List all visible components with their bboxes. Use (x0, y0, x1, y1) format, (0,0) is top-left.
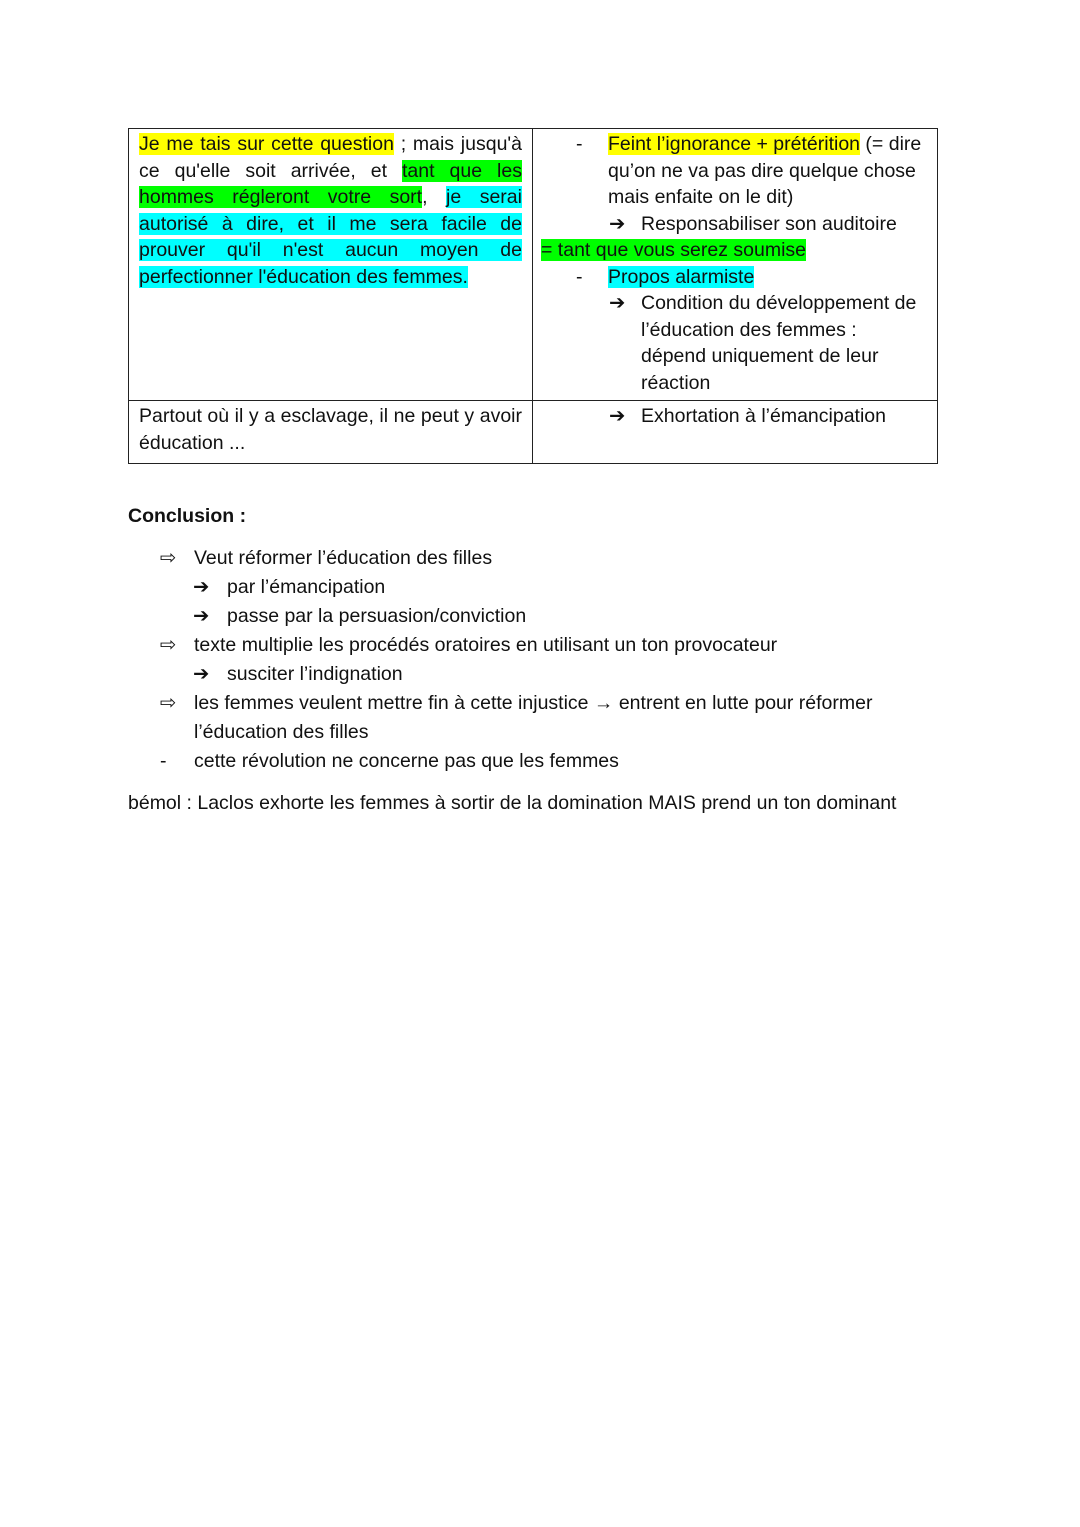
arrow-icon: ➔ (193, 576, 210, 598)
list-item-text: texte multiplie les procédés oratoires en utilisant un ton provocateur (194, 634, 778, 656)
highlight-yellow: Feint l’ignorance + prétérition (608, 133, 861, 155)
quote-text: Partout où il y a esclavage, il ne peut y avoir éducation ... (139, 405, 522, 454)
list-item (128, 747, 948, 776)
list-item-text: passe par la persuasion/conviction (227, 605, 527, 627)
highlight-green: = tant que vous serez soumise (541, 239, 807, 261)
analysis-cell (533, 401, 938, 464)
table-row (129, 401, 938, 464)
analysis-text: Exhortation à l’émancipation (641, 405, 886, 427)
list-item (543, 264, 927, 291)
hollow-arrow-icon: ⇨ (160, 634, 177, 656)
list-item (543, 211, 927, 238)
list-item-text: Veut réformer l’éducation des filles (194, 547, 493, 569)
conclusion-list (128, 544, 948, 776)
highlight-cyan: Propos alarmiste (608, 265, 755, 288)
dash-bullet: - (160, 750, 167, 772)
highlight-cyan: je serai autorisé à dire, et il me sera facile de prouver qu'il n'est aucun moyen de perfectionner l'éducation des femmes. (139, 186, 522, 288)
arrow-icon: ➔ (609, 292, 626, 314)
list-item (128, 660, 948, 689)
analysis-text: (= dire qu’on ne va pas dire quelque chose mais enfaite on le dit) (608, 133, 922, 208)
dash-bullet: - (576, 133, 583, 155)
conclusion-heading: Conclusion : (128, 505, 247, 527)
quote-cell (129, 129, 533, 401)
arrow-icon: ➔ (193, 605, 210, 627)
hollow-arrow-icon: ⇨ (160, 692, 177, 714)
arrow-icon: ➔ (609, 405, 626, 427)
list-item (128, 573, 948, 602)
list-item (541, 237, 927, 264)
analysis-table (128, 128, 938, 464)
list-item (128, 689, 948, 747)
arrow-icon: ➔ (193, 663, 210, 685)
dash-bullet: - (576, 265, 583, 288)
list-item-text: cette révolution ne concerne pas que les femmes (194, 750, 619, 772)
highlight-yellow: Je me tais sur cette question (139, 133, 394, 155)
list-item (128, 602, 948, 631)
list-item (128, 544, 948, 573)
bemol-note: bémol : Laclos exhorte les femmes à sortir de la domination MAIS prend un ton dominant (128, 792, 897, 814)
highlight-green: tant que les hommes régleront votre sort (139, 159, 522, 208)
table-row (129, 129, 938, 401)
list-item (543, 131, 927, 211)
analysis-cell (533, 129, 938, 401)
arrow-icon: ➔ (609, 212, 626, 235)
quote-text: , (422, 186, 447, 208)
list-item (543, 403, 927, 430)
quote-text: ; mais jusqu'à ce qu'elle soit arrivée, et (139, 133, 522, 182)
list-item (128, 631, 948, 660)
quote-cell (129, 401, 533, 464)
hollow-arrow-icon: ⇨ (160, 547, 177, 569)
list-item-text: susciter l’indignation (227, 663, 403, 685)
list-item-text: par l’émancipation (227, 576, 386, 598)
analysis-text: Condition du développement de l’éducation des femmes : dépend uniquement de leur réaction (641, 292, 917, 394)
list-item (543, 290, 927, 396)
analysis-text: Responsabiliser son auditoire (641, 212, 897, 235)
list-item-text: les femmes veulent mettre fin à cette injustice → entrent en lutte pour réformer l’éducation des filles (194, 692, 873, 743)
